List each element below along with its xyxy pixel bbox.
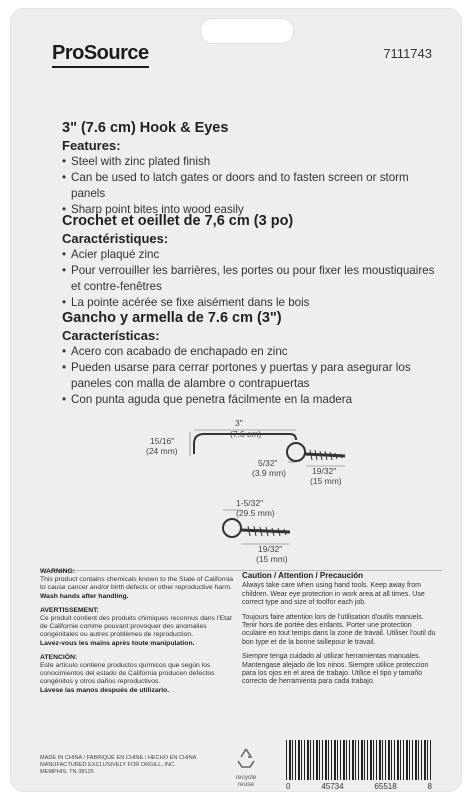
eye-screw-mm-label: (15 mm): [256, 554, 288, 564]
hook-screw-label: 19/32": [312, 466, 337, 476]
hook-length-cm-label: (7.6 cm): [230, 429, 262, 439]
prop65-warning: [40, 568, 235, 701]
barcode-digits: [286, 782, 432, 791]
caution-block: [242, 572, 438, 693]
eye-screw-bottom: [223, 519, 290, 537]
warning-es-title: ATENCIÓN:: [40, 653, 78, 661]
recycle-icon: [234, 747, 258, 769]
warning-en-title: WARNING:: [40, 568, 76, 575]
english-section: [62, 120, 442, 218]
feature-item: • Acero con acabado de enchapado en zinc: [62, 344, 442, 360]
hook-wire-mm-label: (3.9 mm): [252, 468, 286, 478]
eye-screw-label: 19/32": [258, 544, 283, 554]
feature-item: • Acier plaqué zinc: [62, 247, 442, 263]
feature-item: • Can be used to latch gates or doors and to fasten screen or storm panels: [62, 170, 442, 202]
hook-wire-label: 5/32": [258, 458, 278, 468]
warning-es-text: Este artículo contiene productos químicos que según los conocimientos del estado de California producen defectos congénitos y otros daños reproductivos.: [40, 662, 215, 686]
feature-item: • Pour verrouiller les barrières, les portes ou pour fixer les moustiquaires et contre-fenêtres: [62, 263, 442, 295]
english-features: [62, 154, 442, 218]
french-section: [62, 213, 442, 311]
city-text: MEMPHIS, TN 38125: [40, 769, 94, 775]
recycle-label: recycle: [235, 774, 257, 781]
barcode-digit-group: 0: [286, 782, 291, 791]
french-title: Crochet et oeillet de 7,6 cm (3 po): [62, 213, 294, 229]
feature-item: • Pueden usarse para cerrar portones y puertas y para asegurar los paneles con malla de alambre o contrapuertas: [62, 360, 442, 392]
english-title: 3" (7.6 cm) Hook & Eyes: [62, 120, 229, 136]
recycle-mark: [226, 747, 266, 788]
hook-height-label: 15/16": [150, 436, 175, 446]
feature-item: • La pointe acérée se fixe aisément dans le bois: [62, 295, 442, 311]
warning-en-text: This product contains chemicals known to the State of California to cause cancer and/or birth defects or other reproductive harm.: [40, 576, 234, 592]
sku-number: 7111743: [383, 46, 432, 61]
eye-length-label: 1-5/32": [236, 498, 264, 508]
hang-hole: [200, 18, 294, 44]
reuse-label: reuse: [237, 781, 255, 788]
spanish-title: Gancho y armella de 7.6 cm (3"): [62, 310, 282, 326]
caution-en: Always take care when using hand tools. Keep away from children. Wear eye protection in work area at all times. Use correct type and size of toolfor each job.: [242, 582, 425, 607]
barcode-digit-group: 45734: [321, 782, 344, 791]
feature-item: • Con punta aguda que penetra fácilmente en la madera: [62, 392, 442, 408]
made-in-text: MADE IN CHINA / FABRIQUÉ EN CHINE / HECHO EN CHINA: [40, 755, 197, 761]
made-in-info: [40, 755, 230, 776]
warning-es-bold: Lávese las manos después de utilizarlo.: [40, 686, 170, 694]
feature-item: • Sharp point bites into wood easily: [62, 202, 442, 218]
eye-length-mm-label: (29.5 mm): [236, 508, 275, 518]
hook-screw-mm-label: (15 mm): [310, 476, 342, 486]
feature-item: • Steel with zinc plated finish: [62, 154, 442, 170]
spanish-section: [62, 310, 442, 408]
caution-es: Siempre tenga cuidado al utilizar herramientas manuales. Mantengase alejado de los ninos. Siempre utilice proteccion para los ojos en el area de trabajo. Utilice el tipo y tamaño correcto de herramienta para cada trabajo.: [242, 653, 429, 686]
eye-screw-top: [287, 443, 345, 461]
spanish-features: [62, 344, 442, 408]
warning-en-bold: Wash hands after handling.: [40, 592, 129, 600]
french-features: [62, 247, 442, 311]
barcode-digit-group: 8: [427, 782, 432, 791]
french-features-label: Caractéristiques:: [62, 231, 169, 246]
caution-fr: Toujours faire attention lors de l'utilisation d'outils manuels. Tenir hors de portée des enfants. Porter une protection oculaire en tout temps dans la zone de travail. Utiliser l'outil du bon type et de la bonne taillepour le travail.: [242, 613, 436, 646]
hook-height-mm-label: (24 mm): [146, 446, 178, 456]
brand-logo: ProSource: [52, 42, 149, 68]
warning-fr-title: AVERTISSEMENT:: [40, 606, 99, 614]
barcode-digit-group: 65518: [374, 782, 397, 791]
manufactured-text: MANUFACTURED EXCLUSIVELY FOR ORGILL, INC.: [40, 762, 176, 768]
caution-title: Caution / Attention / Precaución: [242, 571, 364, 580]
spanish-features-label: Características:: [62, 328, 160, 343]
dimension-lines: [190, 430, 345, 544]
warning-fr-text: Ce produit contient des produits chimiques reconnus dans l'Etat de Californie comme pouvant provoquer des anomalies congénitales ou autres problèmes de reproduction.: [40, 615, 232, 639]
english-features-label: Features:: [62, 138, 121, 153]
hook-length-label: 3": [235, 418, 243, 428]
upc-barcode: [286, 740, 432, 780]
hook-eye-diagram: [140, 418, 360, 566]
warning-fr-bold: Lavez-vous les mains après toute manipulation.: [40, 639, 195, 647]
